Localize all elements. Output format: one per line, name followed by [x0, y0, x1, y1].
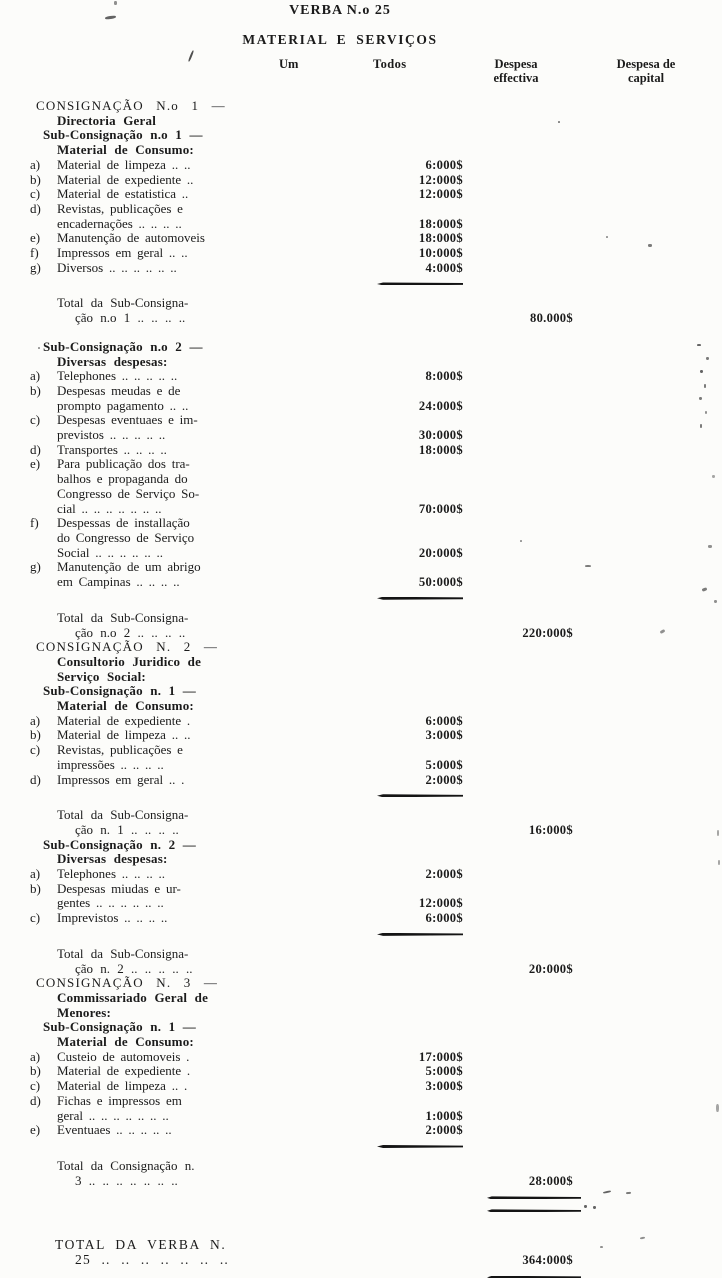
item-letter: f) [30, 245, 39, 261]
budget-line-item: Despesas meudas e de [57, 382, 181, 398]
subsection-heading-row [28, 1035, 694, 1050]
budget-line-item-row [28, 1123, 694, 1138]
ink-speck [606, 236, 608, 238]
total-label: ção n. 1 .. .. .. .. [75, 821, 179, 837]
item-letter: c) [30, 1078, 41, 1094]
double-sum-rule [28, 1188, 694, 1218]
total-label: ção n. 2 .. .. .. .. .. [75, 960, 193, 976]
ink-speck [105, 15, 116, 20]
subsection-heading: Sub-Consignação n. 1 — [43, 1019, 196, 1035]
amount-todos: 2:000$ [425, 772, 463, 787]
item-letter: d) [30, 1092, 41, 1108]
budget-line-item-row [28, 231, 694, 246]
page-subtitle: MATERIAL E SERVIÇOS [242, 32, 438, 47]
budget-line-continuation: geral .. .. .. .. .. .. .. [57, 1107, 169, 1123]
ink-speck [585, 565, 591, 567]
subsection-heading-row [28, 340, 694, 355]
ink-speck [705, 411, 707, 414]
budget-line-item: Manutenção de um abrigo [57, 559, 201, 575]
item-letter: e) [30, 1122, 41, 1138]
budget-line-continuation-row [28, 546, 694, 561]
budget-line-continuation-row [28, 531, 694, 546]
subsection-heading: Sub-Consignação n. 1 — [43, 683, 196, 699]
subsection-heading: Material de Consumo: [57, 1034, 194, 1050]
item-letter: b) [30, 1063, 41, 1079]
budget-line-continuation-row [28, 487, 694, 502]
item-letter: e) [30, 230, 41, 246]
subsection-heading: Serviço Social: [57, 668, 146, 684]
subsection-heading-row [28, 655, 694, 670]
ink-speck [648, 244, 652, 247]
total-label-row [28, 611, 694, 626]
budget-line-item: Material de estatistica .. [57, 186, 189, 202]
budget-line-item: Material de limpeza .. .. [57, 156, 191, 172]
ink-speck [718, 860, 720, 865]
budget-line-item: Para publicação dos tra- [57, 456, 190, 472]
grand-total-label: TOTAL DA VERBA N. [55, 1237, 227, 1253]
subsection-heading-row [28, 852, 694, 867]
ink-speck [717, 830, 719, 836]
item-letter: e) [30, 456, 41, 472]
item-letter: d) [30, 441, 41, 457]
budget-line-item: Imprevistos .. .. .. .. [57, 910, 168, 926]
budget-line-continuation-row [28, 502, 694, 517]
section-heading-row [28, 640, 694, 655]
amount-despesa-effectiva: 20:000$ [528, 961, 573, 976]
budget-line-item: Telephones .. .. .. .. [57, 866, 166, 882]
total-label-row [28, 947, 694, 962]
amount-todos: 70:000$ [418, 501, 463, 516]
column-header-um: Um [279, 57, 299, 71]
subsection-heading: Sub-Consignação n.o 2 — [43, 338, 203, 354]
subsection-heading: Consultorio Juridico de [57, 653, 202, 669]
subsection-heading: Material de Consumo: [57, 698, 194, 714]
amount-todos: 1:000$ [425, 1108, 463, 1123]
item-letter: g) [30, 559, 41, 575]
amount-todos: 3:000$ [425, 1079, 463, 1094]
grand-total-label-row [28, 1238, 694, 1253]
budget-line-continuation-row [28, 1109, 694, 1124]
ink-speck [114, 1, 117, 5]
budget-line-item: Eventuaes .. .. .. .. .. [57, 1122, 172, 1138]
budget-line-item: Revistas, publicações e [57, 200, 183, 216]
budget-line-continuation-row [28, 575, 694, 590]
item-letter: f) [30, 515, 39, 531]
budget-line-continuation-row [28, 896, 694, 911]
amount-todos: 3:000$ [425, 728, 463, 743]
amount-todos: 12:000$ [418, 172, 463, 187]
amount-todos: 12:000$ [418, 187, 463, 202]
subsection-heading-row [28, 838, 694, 853]
budget-line-item: Revistas, publicações e [57, 742, 183, 758]
budget-line-item: Diversos .. .. .. .. .. .. [57, 259, 177, 275]
budget-line-continuation: balhos e propaganda do [57, 471, 188, 487]
amount-todos: 24:000$ [418, 398, 463, 413]
section-heading: CONSIGNAÇÃO N. 3 — [36, 975, 219, 991]
total-label: Total da Sub-Consigna- [57, 609, 189, 625]
budget-line-continuation: prompto pagamento .. .. [57, 397, 189, 413]
amount-todos: 2:000$ [425, 1123, 463, 1138]
column-header-despesa-effectiva [478, 58, 554, 85]
item-letter: d) [30, 771, 41, 787]
ink-speck [716, 1104, 719, 1112]
amount-todos: 6:000$ [425, 911, 463, 926]
page-title: VERBA N.o 25 [289, 3, 391, 18]
item-letter: a) [30, 368, 41, 384]
item-letter: a) [30, 1048, 41, 1064]
budget-line-item-row [28, 516, 694, 531]
budget-line-continuation: previstos .. .. .. .. .. [57, 427, 166, 443]
budget-line-item: Manutenção de automoveis [57, 230, 205, 246]
double-sum-rule-bars [487, 1196, 581, 1212]
amount-todos: 5:000$ [425, 1064, 463, 1079]
subsection-heading: Material de Consumo: [57, 142, 194, 158]
item-letter: b) [30, 727, 41, 743]
budget-line-item: Transportes .. .. .. .. [57, 441, 167, 457]
column-header-despesa-effectiva-line1: Despesa [494, 57, 538, 71]
subsection-heading-row [28, 128, 694, 143]
document-body [28, 99, 694, 1278]
item-letter: g) [30, 259, 41, 275]
amount-despesa-effectiva: 364:000$ [522, 1253, 573, 1268]
budget-line-item: Custeio de automoveis . [57, 1048, 190, 1064]
budget-line-item: Despesas eventuaes e im- [57, 412, 198, 428]
total-label-row [28, 1159, 694, 1174]
budget-line-continuation: Congresso de Serviço So- [57, 485, 200, 501]
budget-line-item: Material de expediente . [57, 1063, 191, 1079]
sum-rule-bar [377, 597, 463, 600]
budget-line-item-row [28, 1050, 694, 1065]
budget-line-continuation: encadernações .. .. .. .. [57, 215, 182, 231]
budget-line-item-row [28, 714, 694, 729]
subsection-heading: Sub-Consignação n.o 1 — [43, 127, 203, 143]
sum-rule [28, 926, 694, 942]
budget-line-item-row [28, 457, 694, 472]
amount-todos: 8:000$ [425, 369, 463, 384]
total-label-row [28, 626, 694, 641]
budget-line-item-row [28, 173, 694, 188]
sum-rule [28, 275, 694, 291]
item-letter: b) [30, 171, 41, 187]
item-letter: a) [30, 156, 41, 172]
total-label: Total da Sub-Consigna- [57, 945, 189, 961]
subsection-heading-row [28, 143, 694, 158]
amount-despesa-effectiva: 16:000$ [528, 822, 573, 837]
sum-rule-bar [377, 1145, 463, 1148]
budget-line-item-row [28, 882, 694, 897]
column-header-despesa-effectiva-line2: effectiva [493, 70, 539, 85]
budget-line-continuation: do Congresso de Serviço [57, 529, 195, 545]
total-label: Total da Consignação n. [57, 1158, 195, 1173]
column-header-despesa-capital [604, 58, 688, 85]
item-letter: c) [30, 412, 41, 428]
budget-line-continuation-row [28, 399, 694, 414]
column-header-todos: Todos [373, 57, 407, 71]
sum-rule-bar [377, 933, 463, 936]
budget-line-item-row [28, 1094, 694, 1109]
budget-line-item-row [28, 911, 694, 926]
budget-line-continuation: impressões .. .. .. .. [57, 756, 164, 772]
sum-rule [28, 787, 694, 803]
ink-speck [704, 384, 706, 388]
total-label-row [28, 296, 694, 311]
item-letter: b) [30, 880, 41, 896]
item-letter: b) [30, 382, 41, 398]
subsection-heading-row [28, 1020, 694, 1035]
total-label: ção n.o 1 .. .. .. .. [75, 310, 186, 326]
grand-total-label: 25 .. .. .. .. .. .. .. [75, 1252, 229, 1268]
ink-speck [558, 121, 560, 123]
subsection-heading-row [28, 699, 694, 714]
amount-todos: 6:000$ [425, 713, 463, 728]
budget-line-continuation: gentes .. .. .. .. .. .. [57, 895, 164, 911]
ink-speck [697, 344, 701, 346]
budget-line-item-row [28, 1064, 694, 1079]
subsection-heading: Directoria Geral [57, 112, 156, 128]
ink-speck [593, 1206, 596, 1209]
item-letter: c) [30, 186, 41, 202]
ink-speck [700, 424, 702, 428]
budget-line-continuation-row [28, 758, 694, 773]
budget-line-continuation: em Campinas .. .. .. .. [57, 574, 180, 590]
subsection-heading-row [28, 114, 694, 129]
total-label-row [28, 962, 694, 977]
amount-todos: 18:000$ [418, 216, 463, 231]
budget-line-item-row [28, 369, 694, 384]
budget-line-item-row [28, 384, 694, 399]
double-sum-rule [28, 1268, 694, 1278]
sum-rule-bar [377, 282, 463, 285]
budget-line-item: Fichas e impressos em [57, 1092, 182, 1108]
amount-despesa-effectiva: 220:000$ [522, 625, 573, 640]
ink-speck [700, 370, 703, 373]
ink-speck [706, 357, 709, 360]
budget-line-item-row [28, 202, 694, 217]
ink-speck [520, 540, 522, 542]
budget-line-item-row [28, 1079, 694, 1094]
subsection-heading-row [28, 1006, 694, 1021]
budget-line-item-row [28, 261, 694, 276]
ink-speck [708, 545, 712, 548]
amount-todos: 20:000$ [418, 545, 463, 560]
grand-total-label-row [28, 1253, 694, 1268]
budget-line-item: Material de expediente . [57, 712, 191, 728]
amount-todos: 4:000$ [425, 260, 463, 275]
sum-rule [28, 1138, 694, 1154]
subsection-heading-row [28, 684, 694, 699]
total-label: ção n.o 2 .. .. .. .. [75, 624, 186, 640]
total-label-row [28, 823, 694, 838]
budget-line-continuation-row [28, 217, 694, 232]
subsection-heading-row [28, 670, 694, 685]
budget-line-item: Impressos em geral .. .. [57, 245, 188, 261]
item-letter: c) [30, 742, 41, 758]
ink-speck [584, 1205, 587, 1208]
ink-speck [188, 50, 194, 62]
budget-line-item-row [28, 158, 694, 173]
ink-speck [38, 347, 40, 349]
budget-line-continuation-row [28, 472, 694, 487]
budget-line-continuation: cial .. .. .. .. .. .. .. [57, 500, 162, 516]
section-heading-row [28, 976, 694, 991]
item-letter: a) [30, 866, 41, 882]
section-heading: CONSIGNAÇÃO N.o 1 — [36, 98, 226, 113]
total-label: Total da Sub-Consigna- [57, 295, 189, 311]
budget-line-item-row [28, 246, 694, 261]
subsection-heading: Commissariado Geral de [57, 989, 209, 1005]
budget-line-item-row [28, 413, 694, 428]
budget-line-item: Despessas de installação [57, 515, 190, 531]
amount-todos: 2:000$ [425, 867, 463, 882]
amount-todos: 12:000$ [418, 896, 463, 911]
subsection-heading: Sub-Consignação n. 2 — [43, 836, 196, 852]
budget-line-continuation: Social .. .. .. .. .. .. [57, 544, 163, 560]
budget-line-item: Impressos em geral .. . [57, 771, 185, 787]
subsection-heading: Menores: [57, 1004, 112, 1020]
budget-line-item-row [28, 743, 694, 758]
budget-line-item: Despesas miudas e ur- [57, 880, 181, 896]
amount-despesa-effectiva: 28:000$ [528, 1173, 573, 1188]
budget-line-item: Telephones .. .. .. .. .. [57, 368, 178, 384]
amount-todos: 6:000$ [425, 157, 463, 172]
ink-speck [714, 600, 717, 603]
amount-todos: 50:000$ [418, 575, 463, 590]
budget-line-item-row [28, 187, 694, 202]
budget-line-continuation-row [28, 428, 694, 443]
item-letter: d) [30, 200, 41, 216]
budget-line-item-row [28, 443, 694, 458]
ink-speck [712, 475, 715, 478]
total-label-row [28, 311, 694, 326]
ink-speck [702, 587, 708, 592]
budget-line-item: Material de limpeza .. . [57, 1078, 188, 1094]
amount-todos: 18:000$ [418, 231, 463, 246]
amount-todos: 30:000$ [418, 428, 463, 443]
budget-line-item-row [28, 867, 694, 882]
subsection-heading-row [28, 991, 694, 1006]
amount-todos: 18:000$ [418, 442, 463, 457]
amount-todos: 5:000$ [425, 757, 463, 772]
budget-line-item: Material de limpeza .. .. [57, 727, 191, 743]
column-header-despesa-capital-line2: capital [627, 70, 665, 85]
sum-rule-bar [377, 794, 463, 797]
item-letter: a) [30, 712, 41, 728]
subsection-heading-row [28, 355, 694, 370]
total-label: 3 .. .. .. .. .. .. .. [75, 1172, 178, 1188]
amount-todos: 10:000$ [418, 246, 463, 261]
subsection-heading: Diversas despesas: [57, 851, 168, 867]
budget-line-item-row [28, 773, 694, 788]
ink-speck [600, 1246, 603, 1248]
section-heading-row [28, 99, 694, 114]
budget-line-item: Material de expediente .. [57, 171, 194, 187]
amount-despesa-effectiva: 80.000$ [529, 311, 573, 326]
total-label-row [28, 1174, 694, 1189]
budget-line-item-row [28, 560, 694, 575]
total-label: Total da Sub-Consigna- [57, 807, 189, 823]
budget-line-item-row [28, 728, 694, 743]
ink-speck [699, 397, 702, 400]
total-label-row [28, 808, 694, 823]
item-letter: c) [30, 910, 41, 926]
column-header-despesa-capital-line1: Despesa de [616, 57, 676, 71]
sum-rule [28, 590, 694, 606]
amount-todos: 17:000$ [418, 1049, 463, 1064]
subsection-heading: Diversas despesas: [57, 353, 168, 369]
section-heading: CONSIGNAÇÃO N. 2 — [36, 639, 219, 655]
